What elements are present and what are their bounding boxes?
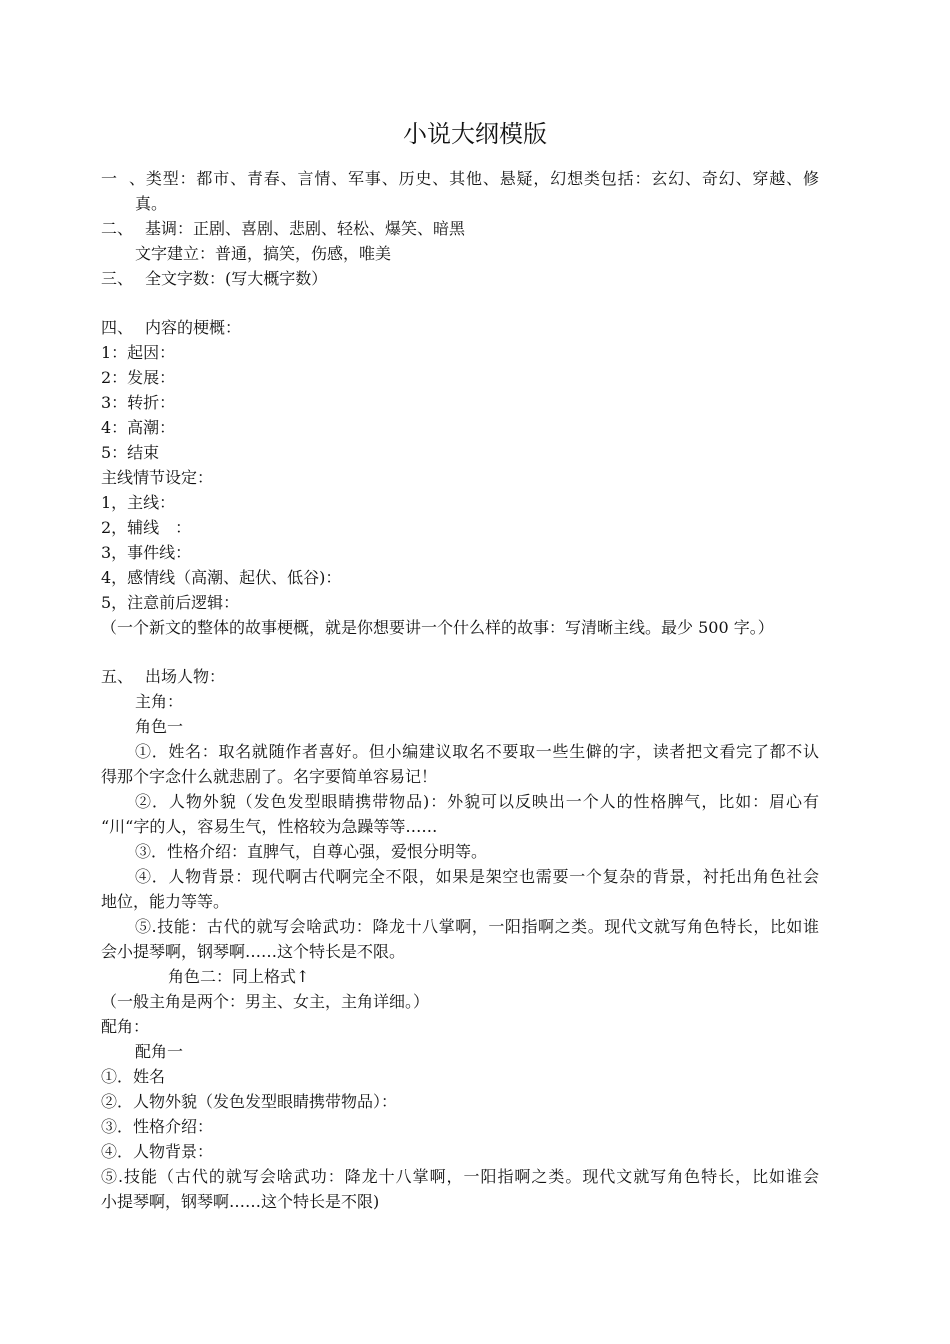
- role-1-label: 角色一: [135, 717, 184, 736]
- document-title: 小说大纲模版: [403, 120, 547, 148]
- role-1-skill-line-1: ⑤.技能：古代的就写会啥武功：降龙十八掌啊，一阳指啊之类。现代文就写角色特长，比如谁: [135, 917, 819, 936]
- role-1-skill-line-2: 会小提琴啊，钢琴啊……这个特长是不限。: [101, 942, 406, 961]
- mainline-item-2: 2，辅线 ：: [101, 518, 192, 537]
- mainline-item-5: 5，注意前后逻辑：: [101, 593, 240, 612]
- mainline-item-4: 4，感情线（高潮、起伏、低谷)：: [101, 568, 342, 587]
- section-3-word-count: [101, 267, 327, 291]
- protagonist-note: （一般主角是两个：男主、女主，主角详细。）: [101, 992, 430, 1011]
- role-1-background-line-2: 地位，能力等等。: [101, 892, 230, 911]
- section-2-number: 二、: [101, 219, 134, 238]
- role-1-background-line-1: ④．人物背景：现代啊古代啊完全不限，如果是架空也需要一个复杂的背景，衬托出角色社会: [135, 867, 819, 886]
- support-skill-line-1: ⑤.技能（古代的就写会啥武功：降龙十八掌啊，一阳指啊之类。现代文就写角色特长，比如谁会: [101, 1167, 819, 1186]
- support-skill-line-2: 小提琴啊，钢琴啊……这个特长是不限): [101, 1192, 380, 1211]
- support-item-background: ④．人物背景：: [101, 1142, 214, 1161]
- role-1-appearance-line-1: ②．人物外貌（发色发型眼睛携带物品)：外貌可以反映出一个人的性格脾气，比如：眉心有: [135, 792, 819, 811]
- section-5-text: 出场人物：: [145, 667, 226, 686]
- support-item-name: ①．姓名: [101, 1067, 166, 1086]
- role-1-appearance-line-2: “川“字的人，容易生气，性格较为急躁等等……: [101, 817, 438, 836]
- mainline-heading: 主线情节设定：: [101, 468, 214, 487]
- synopsis-item-2: 2：发展：: [101, 368, 176, 387]
- section-4-synopsis: [101, 316, 241, 340]
- section-1-text: 类型：都市、青春、言情、军事、历史、其他、悬疑，幻想类包括：玄幻、奇幻、穿越、修: [145, 169, 819, 188]
- supporting-label: 配角：: [101, 1017, 150, 1036]
- synopsis-item-1: 1：起因：: [101, 343, 176, 362]
- section-2-tone: [101, 217, 465, 241]
- section-4-text: 内容的梗概：: [145, 318, 242, 337]
- mainline-item-1: 1，主线：: [101, 493, 176, 512]
- section-3-text: 全文字数：(写大概字数）: [145, 269, 328, 288]
- synopsis-item-5: 5：结束: [101, 443, 160, 462]
- section-1-type: [101, 167, 819, 191]
- mainline-item-3: 3，事件线：: [101, 543, 192, 562]
- role-1-name-line-1: ①．姓名：取名就随作者喜好。但小编建议取名不要取一些生僻的字，读者把文看完了都不认: [135, 742, 819, 761]
- section-4-number: 四、: [101, 318, 134, 337]
- role-1-personality: ③．性格介绍：直脾气，自尊心强，爱恨分明等。: [135, 842, 488, 861]
- section-5-number: 五、: [101, 667, 134, 686]
- role-2-label: 角色二：同上格式↑: [168, 967, 310, 986]
- section-2-text: 基调：正剧、喜剧、悲剧、轻松、爆笑、暗黑: [145, 219, 466, 238]
- section-3-number: 三、: [101, 269, 134, 288]
- synopsis-item-3: 3：转折：: [101, 393, 176, 412]
- support-item-appearance: ②．人物外貌（发色发型眼睛携带物品）：: [101, 1092, 398, 1111]
- support-1-label: 配角一: [135, 1042, 184, 1061]
- support-item-personality: ③．性格介绍：: [101, 1117, 214, 1136]
- section-1-number: 一、: [101, 169, 145, 188]
- section-2-writing-style: 文字建立：普通，搞笑，伤感，唯美: [135, 244, 392, 263]
- section-5-characters: [101, 665, 225, 689]
- section-1-continuation: 真。: [135, 194, 168, 213]
- protagonist-label: 主角：: [135, 692, 184, 711]
- synopsis-note: （一个新文的整体的故事梗概，就是你想要讲一个什么样的故事：写清晰主线。最少 500 字。）: [101, 618, 774, 637]
- role-1-name-line-2: 得那个字念什么就悲剧了。名字要简单容易记！: [101, 767, 438, 786]
- synopsis-item-4: 4：高潮：: [101, 418, 176, 437]
